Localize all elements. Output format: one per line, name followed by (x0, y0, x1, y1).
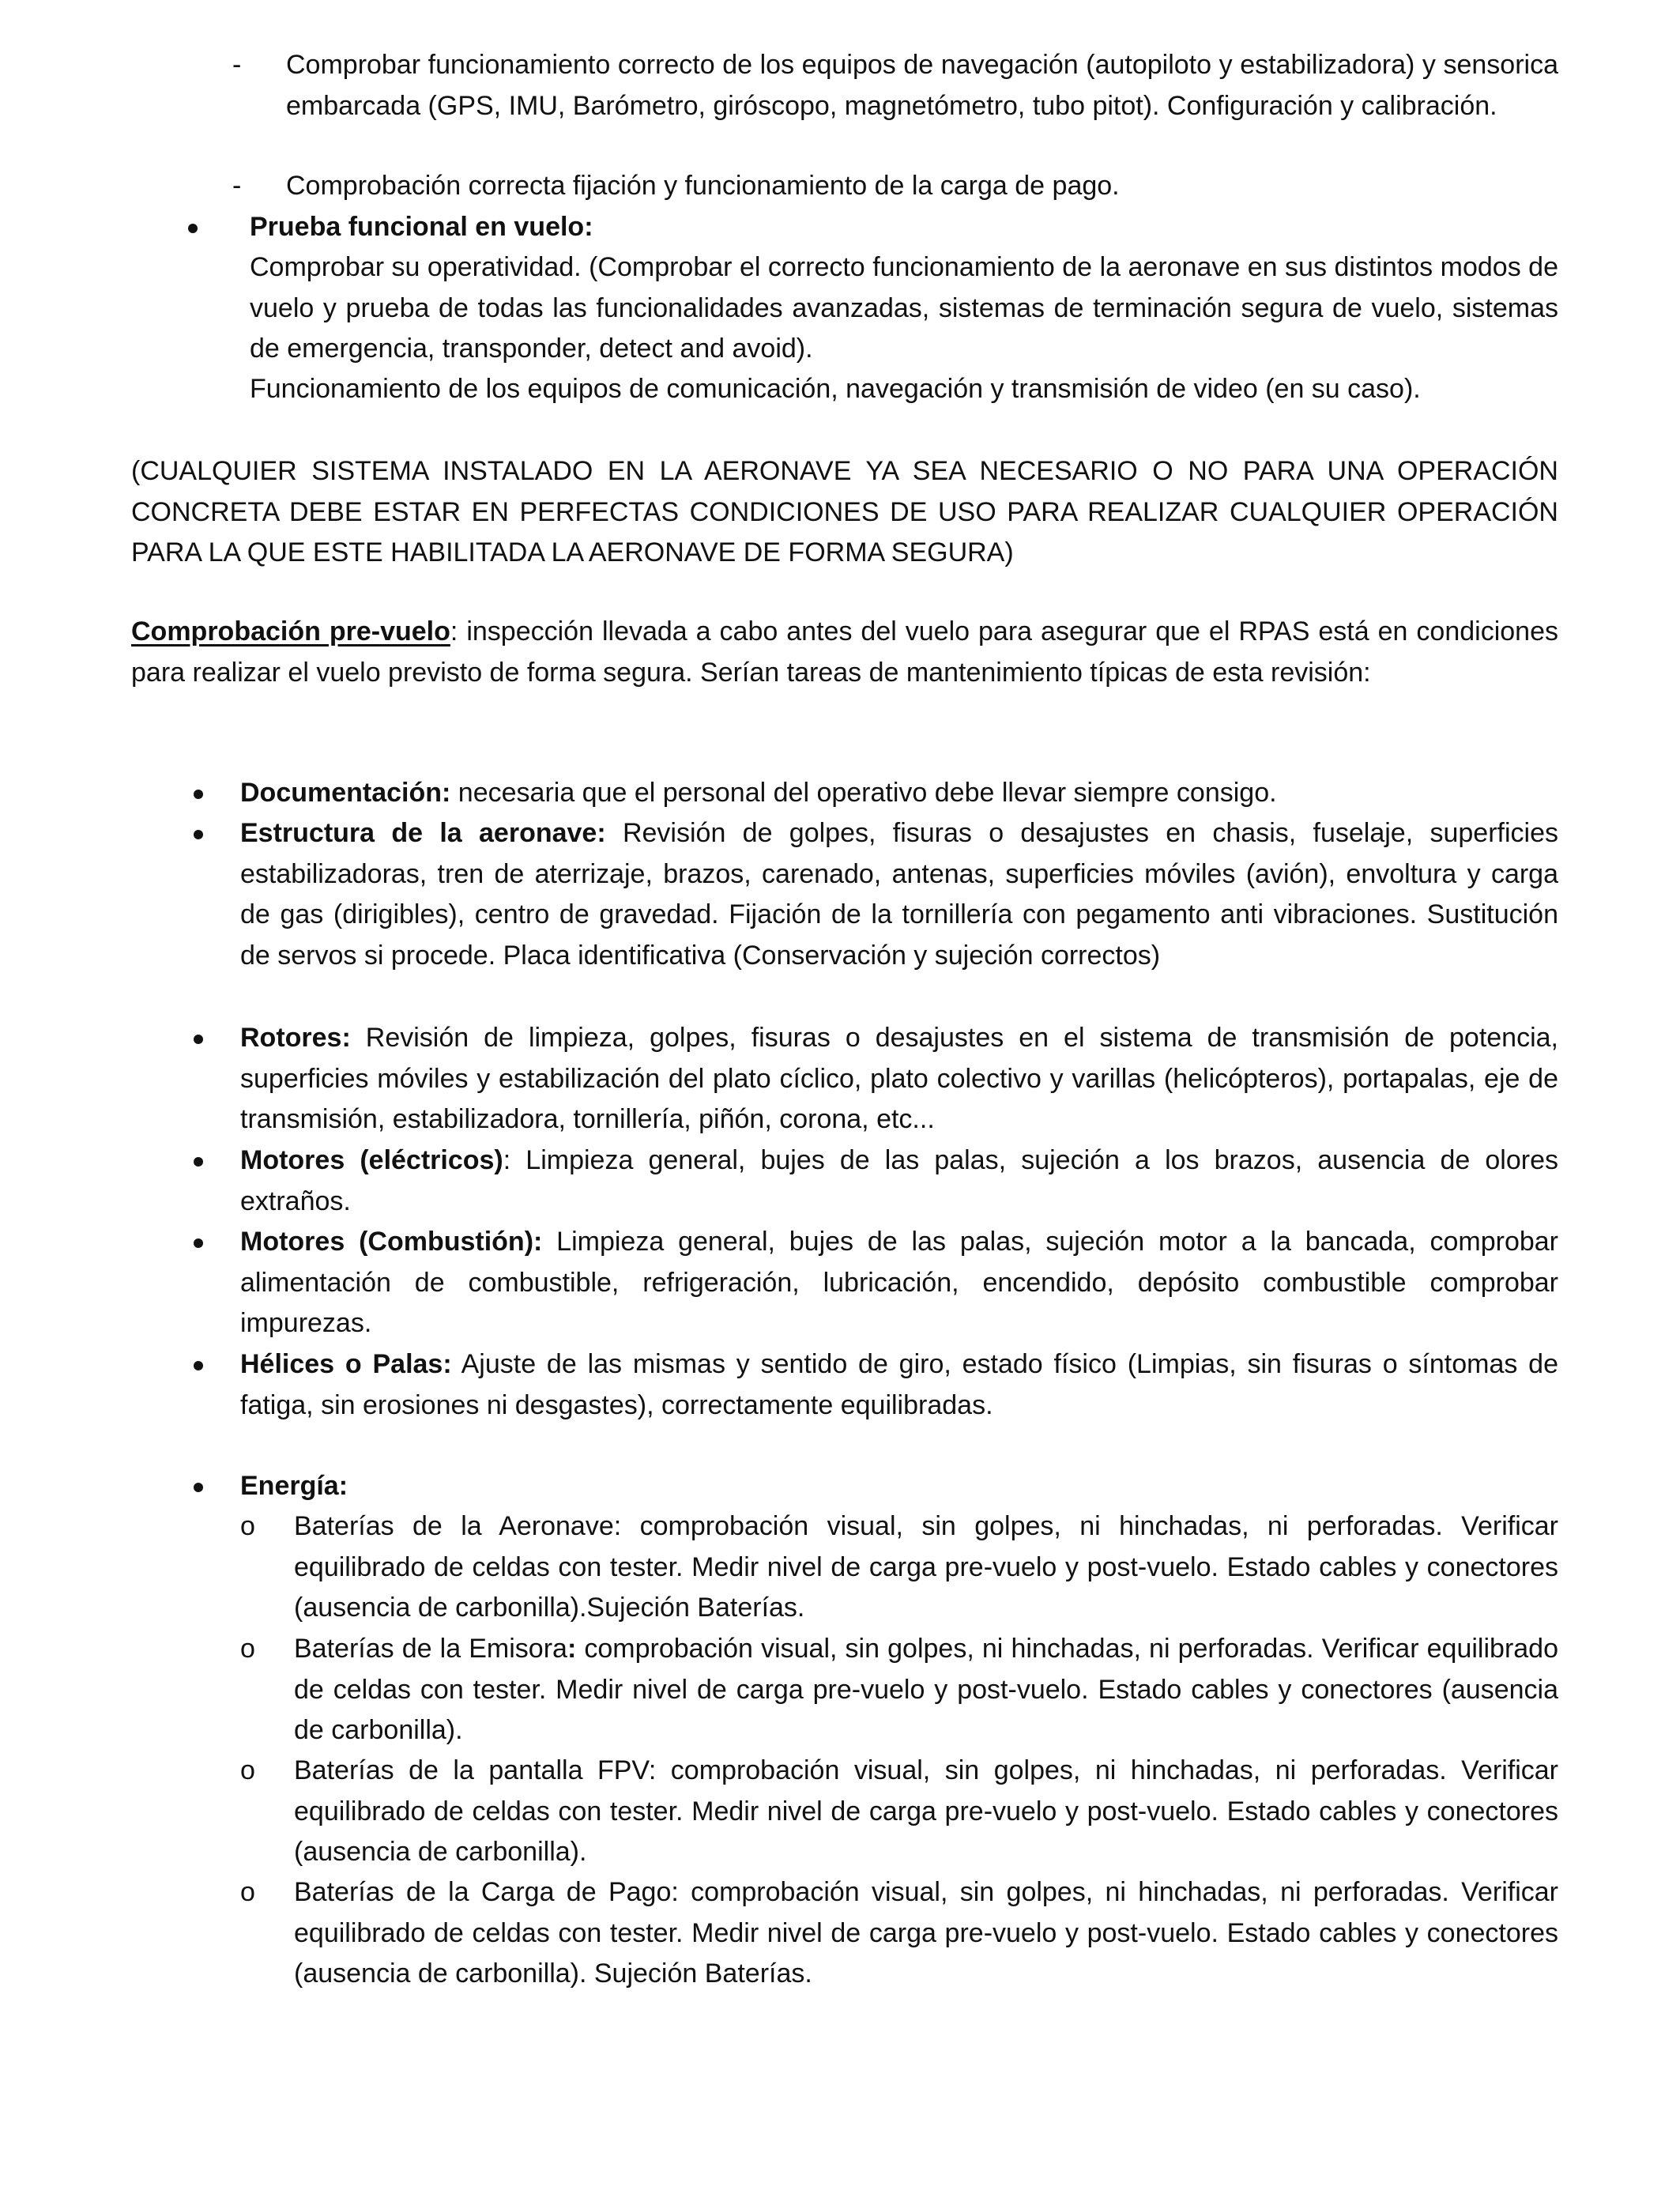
preflight-paragraph (131, 612, 1558, 693)
energy-item-text: comprobación visual, sin golpes, ni hinchadas, ni perforadas. Verificar equilibrado de celdas con tester. Medir nivel de carga pre-vuelo y post-vuelo. Estado cables y conectores (ausencia de carbonilla).Sujeción Baterías. (294, 1511, 1558, 1623)
circle-marker: o (240, 1877, 255, 1907)
check-item-rotors (240, 1018, 1558, 1140)
energy-item-title: Baterías de la pantalla FPV (294, 1755, 649, 1785)
check-text: Revisión de golpes, fisuras o desajustes en chasis, fuselaje, superficies estabilizadoras, tren de aterrizaje, brazos, carenado, antenas, superficies móviles (avión), envoltura y carga de gas (dirigibles), centro de gravedad. Fijación de la tornillería con pegamento anti vibraciones. Sustitución de servos si procede. Placa identificativa (Conservación y sujeción correctos) (240, 818, 1558, 971)
flight-test-body: Comprobar su operatividad. (Comprobar el correcto funcionamiento de la aeronave en sus distintos modos de vuelo y prueba de todas las funcionalidades avanzadas, sistemas de terminación segura de vuelo, sistemas de emergencia, transponder, detect and avoid). (250, 252, 1558, 364)
check-label: Estructura de la aeronave: (240, 818, 606, 848)
energy-item-title: Baterías de la Emisora (294, 1634, 567, 1664)
dash-marker: - (232, 171, 242, 201)
circle-marker: o (240, 1755, 255, 1785)
check-text: Revisión de limpieza, golpes, fisuras o desajustes en el sistema de transmisión de potencia, superficies móviles y estabilización del plato cíclico, plato colectivo y varillas (helicópteros), portapalas, eje de transmisión, estabilizadora, tornillería, piñón, corona, etc... (240, 1023, 1558, 1134)
circle-marker: o (240, 1511, 255, 1541)
preflight-term: Comprobación pre-vuelo (131, 616, 450, 647)
check-text: necesaria que el personal del operativo debe llevar siempre consigo. (450, 778, 1277, 808)
check-label: Hélices o Palas: (240, 1349, 452, 1379)
flight-test-heading: Prueba funcional en vuelo: (250, 212, 593, 242)
check-label: Motores (Combustión): (240, 1227, 543, 1257)
check-item-electric-motors (240, 1140, 1558, 1222)
flight-test-heading-row (250, 207, 1558, 248)
bullet-icon (194, 1361, 203, 1370)
energy-item-text: comprobación visual, sin golpes, ni hinchadas, ni perforadas. Verificar equilibrado de celdas con tester. Medir nivel de carga pre-vuelo y post-vuelo. Estado cables y conectores (ausencia de carbonilla). (294, 1634, 1559, 1745)
dash-item-navigation-check: Comprobar funcionamiento correcto de los equipos de navegación (autopiloto y estabilizadora) y sensorica embarcada (GPS, IMU, Barómetro, giróscopo, magnetómetro, tubo pitot). Configuración y calibración. (286, 50, 1558, 121)
energy-item-text: comprobación visual, sin golpes, ni hinchadas, ni perforadas. Verificar equilibrado de celdas con tester. Medir nivel de carga pre-vuelo y post-vuelo. Estado cables y conectores (ausencia de carbonilla). (294, 1755, 1558, 1867)
energy-item-text: comprobación visual, sin golpes, ni hinchadas, ni perforadas. Verificar equilibrado de celdas con tester. Medir nivel de carga pre-vuelo y post-vuelo. Estado cables y conectores (ausencia de carbonilla). Sujeción Baterías. (294, 1877, 1558, 1989)
bullet-icon (194, 790, 203, 799)
energy-item-colon: : (648, 1755, 657, 1785)
check-label: Rotores: (240, 1023, 351, 1053)
energy-item-title: Baterías de la Carga de Pago (294, 1877, 672, 1907)
check-item-combustion-motors (240, 1222, 1558, 1344)
energy-item-colon: : (671, 1877, 679, 1907)
energy-item-payload-battery (294, 1872, 1558, 1995)
dash-item-payload-check: Comprobación correcta fijación y funcionamiento de la carga de pago. (286, 171, 1120, 201)
dash-marker: - (232, 50, 242, 80)
check-label: Motores (eléctricos) (240, 1145, 503, 1175)
bullet-icon (188, 224, 198, 233)
check-label: Documentación: (240, 778, 451, 808)
preflight-text: : inspección llevada a cabo antes del vuelo para asegurar que el RPAS está en condiciones para realizar el vuelo previsto de forma segura. Serían tareas de mantenimiento típicas de esta revisión: (131, 616, 1558, 688)
check-item-documentation (240, 773, 1558, 814)
check-item-structure (240, 813, 1558, 976)
bullet-icon (194, 1157, 203, 1167)
bullet-icon (194, 1035, 203, 1044)
flight-test-body-2: Funcionamiento de los equipos de comunicación, navegación y transmisión de video (en su caso). (250, 374, 1421, 404)
check-text: : Limpieza general, bujes de las palas, sujeción a los brazos, ausencia de olores extraños. (240, 1145, 1558, 1216)
energy-item-colon: : (613, 1511, 622, 1541)
circle-marker: o (240, 1634, 255, 1664)
energy-item-aircraft-battery (294, 1506, 1558, 1629)
caps-note: (CUALQUIER SISTEMA INSTALADO EN LA AERONAVE YA SEA NECESARIO O NO PARA UNA OPERACIÓN CONCRETA DEBE ESTAR EN PERFECTAS CONDICIONES DE USO PARA REALIZAR CUALQUIER OPERACIÓN PARA LA QUE ESTE HABILITADA LA AERONAVE DE FORMA SEGURA) (131, 456, 1558, 567)
energy-item-title: Baterías de la Aeronave (294, 1511, 614, 1541)
energy-heading-row (240, 1466, 1558, 1507)
energy-item-transmitter-battery (294, 1629, 1558, 1751)
bullet-icon (194, 1238, 203, 1248)
bullet-icon (194, 830, 203, 839)
energy-item-colon: : (567, 1634, 577, 1664)
check-text: Limpieza general, bujes de las palas, sujeción motor a la bancada, comprobar alimentación de combustible, refrigeración, lubricación, encendido, depósito combustible comprobar impurezas. (240, 1227, 1558, 1338)
bullet-icon (194, 1483, 203, 1492)
check-text: Ajuste de las mismas y sentido de giro, estado físico (Limpias, sin fisuras o síntomas de fatiga, sin erosiones ni desgastes), correctamente equilibradas. (240, 1349, 1558, 1420)
check-item-propellers (240, 1344, 1558, 1426)
energy-item-fpv-battery (294, 1751, 1558, 1873)
energy-heading: Energía: (240, 1471, 348, 1501)
